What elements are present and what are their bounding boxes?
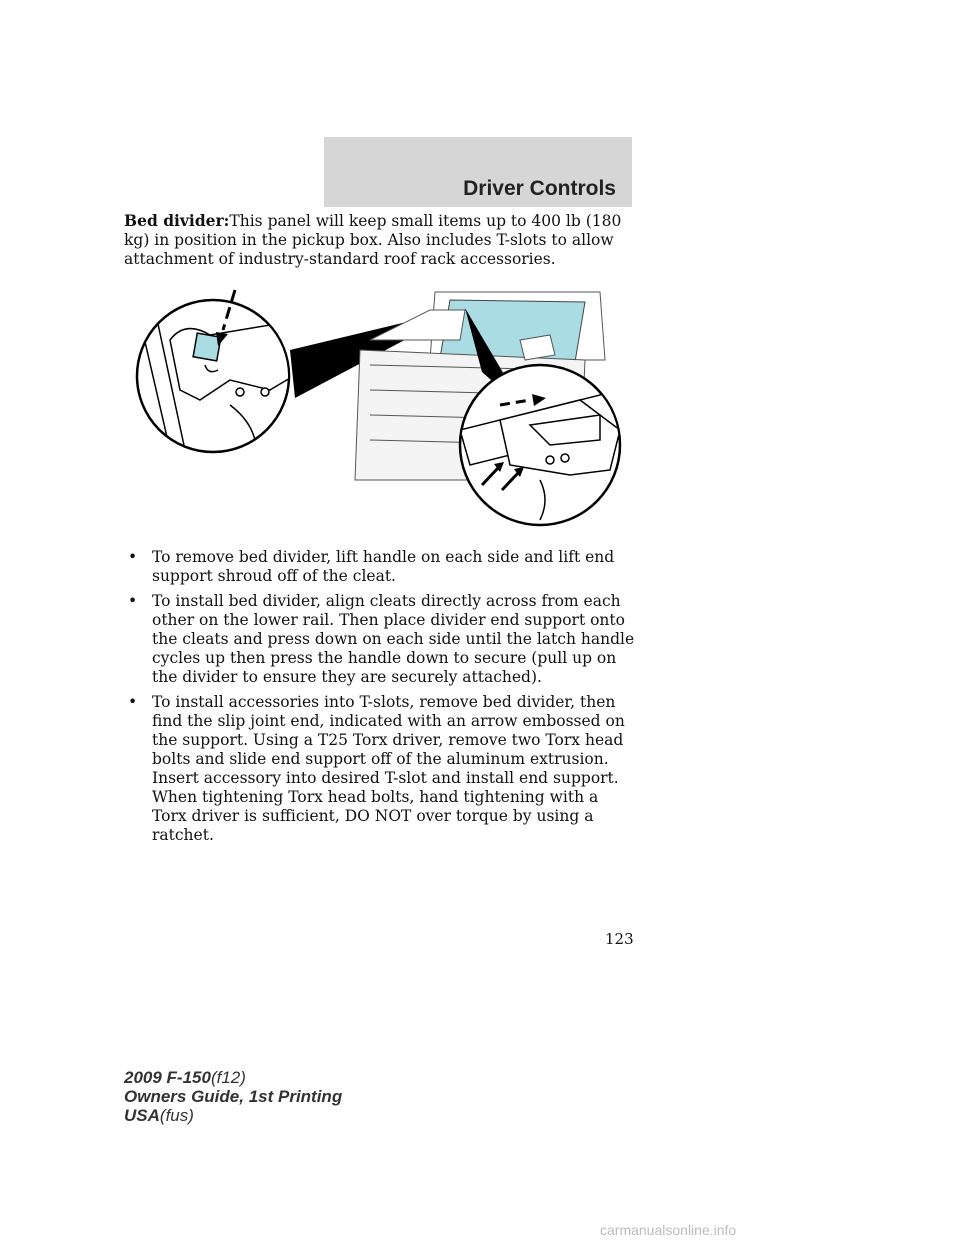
bullet-glyph: • (128, 548, 138, 566)
list-item-text: To install accessories into T-slots, remove bed divider, then find the slip joint end, indicated with an arrow embossed on the support. Using a T25 Torx driver, remove two Torx head bolts and slide end support off of the aluminum extrusion. Insert accessory into desired T-slot and install end support. When tightening Torx head bolts, hand tightening with a Torx driver is sufficient, DO NOT over torque by using a ratchet. (152, 693, 625, 844)
bed-divider-illustration (130, 280, 630, 530)
header-band (324, 137, 632, 207)
intro-lead: Bed divider: (124, 211, 230, 230)
intro-paragraph (124, 211, 636, 269)
list-item (124, 693, 636, 845)
list-item (124, 592, 636, 687)
section-title: Driver Controls (463, 177, 616, 200)
list-item-text: To install bed divider, align cleats directly across from each other on the lower rail. Then place divider end support onto the cleats and press down on each side until the latch handle cycles up then press the handle down to secure (pull up on the divider to ensure they are securely attached). (152, 592, 635, 686)
list-item (124, 548, 636, 586)
footer-print-info (124, 1068, 342, 1125)
footer-market-code: (fus) (159, 1106, 194, 1125)
footer-model: 2009 F-150 (124, 1068, 211, 1087)
right-detail-circle (460, 365, 630, 525)
bullet-glyph: • (128, 592, 138, 610)
intro-text: This panel will keep small items up to 400 lb (180 kg) in position in the pickup box. Also includes T-slots to allow attachment of industry-standard roof rack accessories. (124, 212, 622, 268)
footer-model-code: (f12) (210, 1068, 246, 1087)
instruction-list (124, 548, 636, 851)
page-number: 123 (605, 930, 634, 948)
footer-edition: Owners Guide, 1st Printing (124, 1087, 343, 1106)
watermark: carmanualsonline.info (600, 1222, 737, 1238)
left-detail-circle (137, 290, 305, 452)
list-item-text: To remove bed divider, lift handle on each side and lift end support shroud off of the cleat. (152, 548, 615, 585)
bullet-glyph: • (128, 693, 138, 711)
footer-market: USA (124, 1106, 160, 1125)
